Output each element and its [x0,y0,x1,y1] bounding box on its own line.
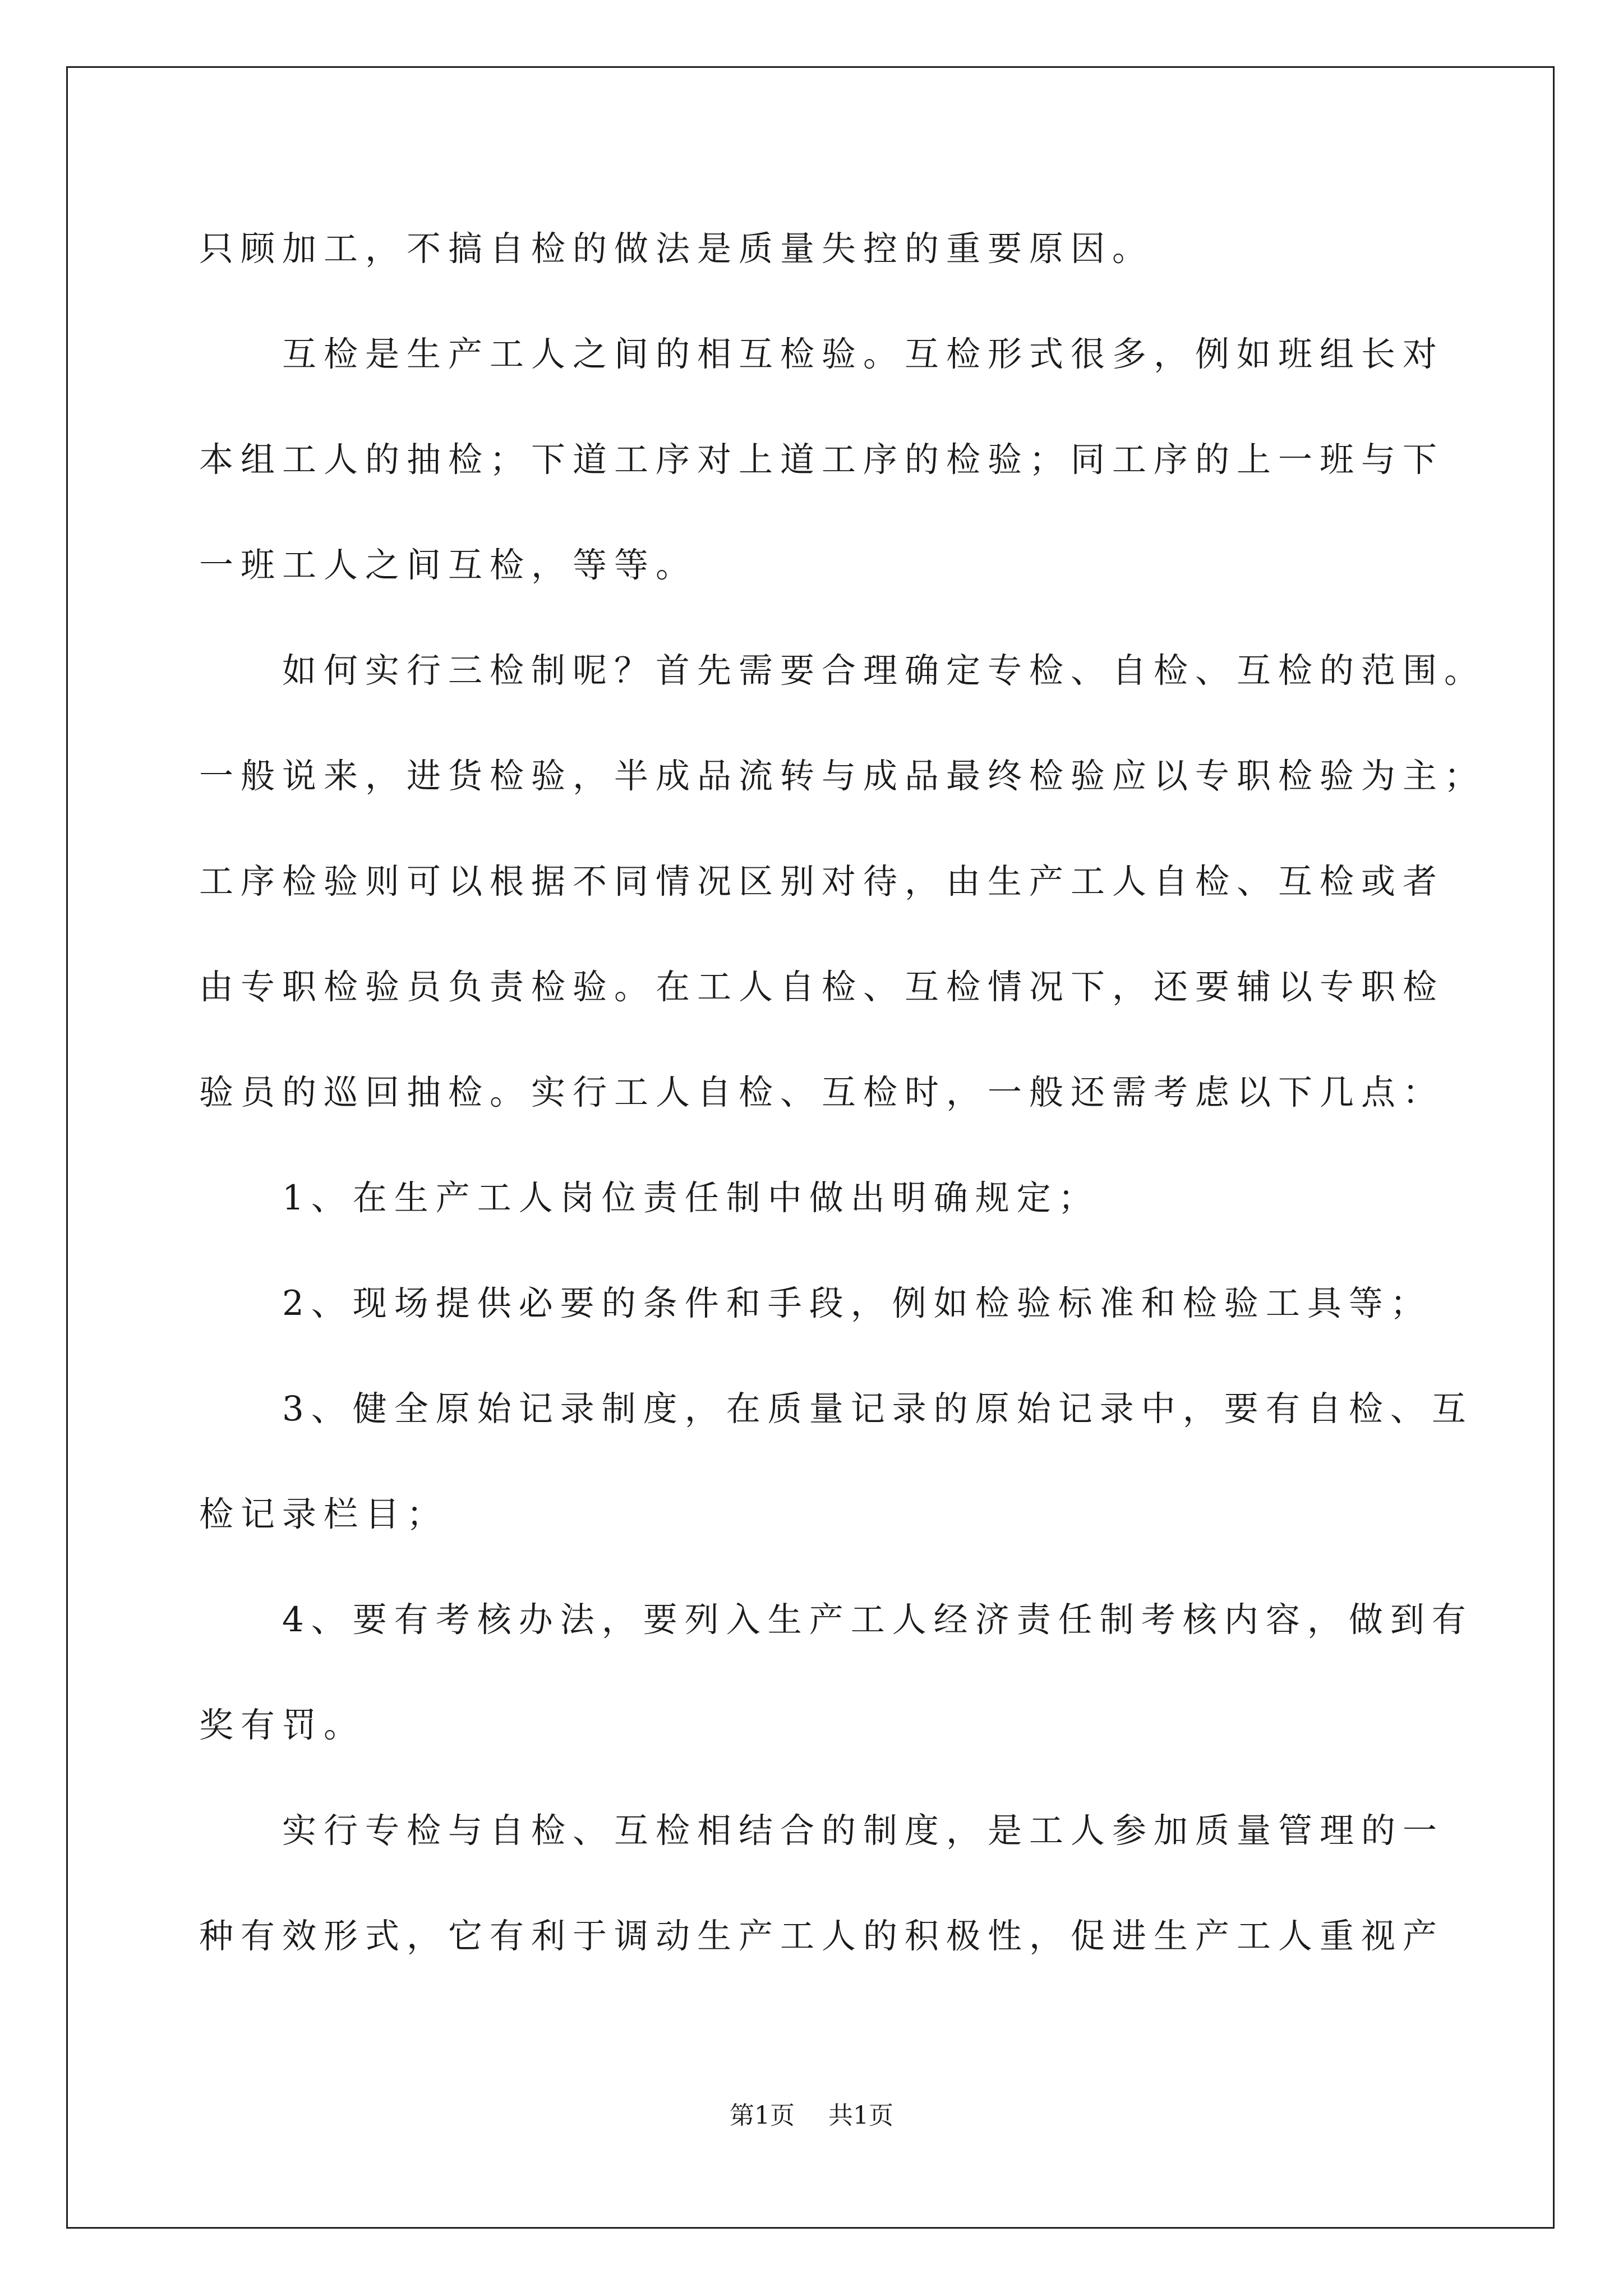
text-line: 奖有罚。 [199,1705,366,1745]
list-item: 2、现场提供必要的条件和手段，例如检验标准和检验工具等； [282,1283,1432,1323]
document-body [199,196,1486,1989]
list-item: 4、要有考核办法，要列入生产工人经济责任制考核内容，做到有 [282,1600,1473,1640]
list-item: 3、健全原始记录制度，在质量记录的原始记录中，要有自检、互 [282,1389,1473,1429]
list-item: 1、在生产工人岗位责任制中做出明确规定； [282,1178,1100,1218]
text-line: 检记录栏目； [199,1494,449,1534]
text-line: 实行专检与自检、互检相结合的制度，是工人参加质量管理的一 [282,1811,1445,1851]
text-line: 由专职检验员负责检验。在工人自检、互检情况下，还要辅以专职检 [199,967,1445,1007]
text-line: 验员的巡回抽检。实行工人自检、互检时，一般还需考虑以下几点： [199,1073,1445,1112]
text-line: 本组工人的抽检；下道工序对上道工序的检验；同工序的上一班与下 [199,440,1445,480]
text-line: 工序检验则可以根据不同情况区别对待，由生产工人自检、互检或者 [199,862,1445,901]
page-total: 共1页 [828,2101,893,2130]
text-line: 只顾加工，不搞自检的做法是质量失控的重要原因。 [199,229,1154,269]
text-line: 种有效形式，它有利于调动生产工人的积极性，促进生产工人重视产 [199,1916,1445,1956]
page-footer [0,2099,1623,2133]
page-number: 第1页 [730,2101,795,2130]
text-line: 如何实行三检制呢？首先需要合理确定专检、自检、互检的范围。 [282,651,1486,691]
text-line: 互检是生产工人之间的相互检验。互检形式很多，例如班组长对 [282,334,1445,374]
text-line: 一般说来，进货检验，半成品流转与成品最终检验应以专职检验为主； [199,756,1486,796]
text-line: 一班工人之间互检，等等。 [199,545,698,585]
